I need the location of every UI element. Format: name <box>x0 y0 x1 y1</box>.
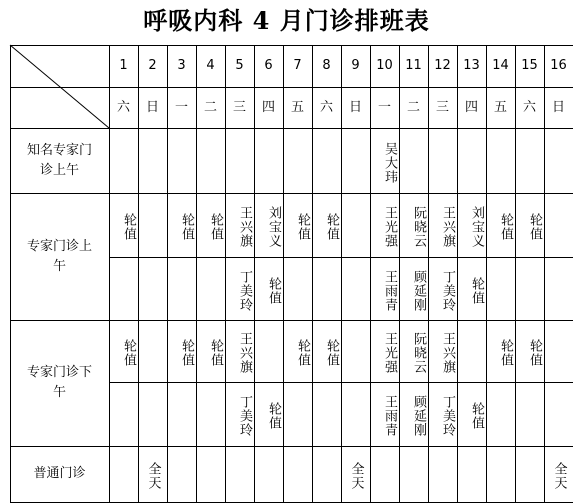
weekday-label: 日 <box>145 99 159 115</box>
schedule-cell <box>428 446 457 502</box>
schedule-cell: 轮值 <box>527 213 542 241</box>
schedule-cell: 丁美玲 <box>237 269 252 312</box>
schedule-cell <box>457 128 486 193</box>
day-number: 6 <box>264 58 273 73</box>
schedule-cell <box>515 446 544 502</box>
row-label-general: 普通门诊 <box>33 466 86 481</box>
schedule-cell: 轮值 <box>266 276 281 305</box>
schedule-cell <box>167 446 196 502</box>
schedule-cell <box>225 128 254 193</box>
schedule-cell: 轮值 <box>295 339 310 367</box>
day-number: 1 <box>119 58 128 73</box>
schedule-cell <box>544 382 573 446</box>
day-number: 4 <box>206 58 215 73</box>
weekday-label: 二 <box>406 99 420 115</box>
schedule-cell <box>196 382 225 446</box>
weekday-label: 一 <box>377 99 391 115</box>
schedule-cell: 轮值 <box>121 213 136 241</box>
day-number: 14 <box>492 58 509 73</box>
schedule-cell: 王兴旗 <box>440 206 455 248</box>
schedule-cell <box>167 382 196 446</box>
schedule-cell <box>254 128 283 193</box>
schedule-cell <box>167 257 196 320</box>
schedule-cell: 王雨青 <box>382 269 397 312</box>
schedule-cell: 轮值 <box>208 213 223 241</box>
schedule-cell <box>196 128 225 193</box>
weekday-label: 三 <box>435 99 449 115</box>
day-number: 5 <box>235 58 244 73</box>
weekday-label: 二 <box>203 99 217 115</box>
schedule-cell <box>138 257 167 320</box>
schedule-cell <box>283 446 312 502</box>
day-number: 7 <box>293 58 302 73</box>
weekday-label: 日 <box>348 99 362 115</box>
schedule-cell <box>283 128 312 193</box>
schedule-cell: 轮值 <box>469 402 484 430</box>
schedule-cell <box>283 382 312 446</box>
schedule-cell: 轮值 <box>469 276 484 305</box>
row-label-expert-pm: 专家门诊下午 <box>26 365 92 400</box>
schedule-cell: 王光强 <box>382 332 397 374</box>
schedule-cell <box>196 257 225 320</box>
weekday-label: 日 <box>551 99 565 115</box>
day-number: 13 <box>463 58 480 73</box>
schedule-cell <box>109 382 138 446</box>
schedule-cell <box>341 257 370 320</box>
schedule-cell: 顾延刚 <box>411 395 426 437</box>
schedule-cell: 王光强 <box>382 206 397 248</box>
schedule-cell: 全天 <box>348 462 364 490</box>
schedule-cell <box>486 128 515 193</box>
schedule-cell <box>225 446 254 502</box>
day-number: 9 <box>351 58 360 73</box>
schedule-cell: 丁美玲 <box>440 269 455 312</box>
schedule-cell <box>399 446 428 502</box>
schedule-cell: 吴大玮 <box>382 141 397 184</box>
schedule-cell <box>457 446 486 502</box>
schedule-cell <box>486 382 515 446</box>
schedule-cell: 轮值 <box>295 213 310 241</box>
weekday-label: 六 <box>116 99 130 115</box>
day-number: 15 <box>521 58 538 73</box>
schedule-cell <box>544 257 573 320</box>
schedule-cell <box>109 128 138 193</box>
weekday-label: 五 <box>290 99 304 115</box>
schedule-cell <box>341 320 370 382</box>
day-number: 3 <box>177 58 186 73</box>
day-number: 12 <box>434 58 451 73</box>
schedule-cell <box>109 446 138 502</box>
schedule-cell: 轮值 <box>266 402 281 430</box>
schedule-cell: 轮值 <box>324 213 339 241</box>
weekday-label: 四 <box>261 99 275 115</box>
schedule-cell <box>486 446 515 502</box>
schedule-cell <box>486 257 515 320</box>
schedule-cell <box>138 382 167 446</box>
schedule-cell <box>109 257 138 320</box>
weekday-label: 三 <box>232 99 246 115</box>
schedule-cell: 丁美玲 <box>440 395 455 437</box>
day-number: 10 <box>376 58 393 73</box>
schedule-cell: 全天 <box>551 462 567 490</box>
day-number: 2 <box>148 58 157 73</box>
schedule-cell: 轮值 <box>179 213 194 241</box>
row-label-famous-expert-am: 知名专家门诊上午 <box>26 142 92 178</box>
schedule-cell: 全天 <box>145 462 161 490</box>
schedule-cell: 刘宝义 <box>266 206 281 248</box>
schedule-cell <box>515 257 544 320</box>
schedule-cell: 轮值 <box>498 339 513 367</box>
schedule-cell <box>544 193 573 257</box>
page-title: 呼吸内科 4 月门诊排班表 <box>143 6 430 35</box>
schedule-cell <box>515 128 544 193</box>
schedule-cell <box>196 446 225 502</box>
schedule-cell: 顾延刚 <box>411 269 426 312</box>
day-number: 8 <box>322 58 331 73</box>
schedule-cell <box>283 257 312 320</box>
schedule-cell: 轮值 <box>324 339 339 367</box>
schedule-cell <box>428 128 457 193</box>
schedule-cell <box>341 382 370 446</box>
schedule-cell <box>544 320 573 382</box>
schedule-cell: 阮晓云 <box>411 332 426 374</box>
schedule-cell <box>138 193 167 257</box>
schedule-cell <box>544 128 573 193</box>
schedule-cell <box>341 128 370 193</box>
schedule-cell: 阮晓云 <box>411 206 426 248</box>
schedule-cell <box>167 128 196 193</box>
schedule-cell <box>312 446 341 502</box>
schedule-cell: 轮值 <box>527 339 542 367</box>
weekday-label: 五 <box>493 99 507 115</box>
schedule-cell: 王雨青 <box>382 395 397 437</box>
schedule-cell: 王兴旗 <box>237 332 252 374</box>
schedule-cell <box>254 320 283 382</box>
weekday-label: 四 <box>464 99 478 115</box>
schedule-cell: 王兴旗 <box>237 206 252 248</box>
schedule-cell <box>312 128 341 193</box>
schedule-cell <box>341 193 370 257</box>
row-label-expert-am: 专家门诊上午 <box>26 238 92 274</box>
schedule-cell <box>254 446 283 502</box>
schedule-cell: 丁美玲 <box>237 395 252 437</box>
schedule-cell <box>138 128 167 193</box>
schedule-cell: 刘宝义 <box>469 206 484 248</box>
schedule-cell: 王兴旗 <box>440 332 455 374</box>
schedule-cell <box>457 320 486 382</box>
schedule-cell <box>370 446 399 502</box>
weekday-label: 一 <box>174 99 188 115</box>
weekday-label: 六 <box>319 99 333 115</box>
schedule-cell <box>312 382 341 446</box>
schedule-cell: 轮值 <box>208 339 223 367</box>
schedule-cell: 轮值 <box>121 339 136 367</box>
day-number: 11 <box>405 58 422 73</box>
schedule-cell <box>312 257 341 320</box>
schedule-cell <box>399 128 428 193</box>
schedule-cell <box>138 320 167 382</box>
schedule-cell: 轮值 <box>498 213 513 241</box>
day-number: 16 <box>550 58 567 73</box>
schedule-cell: 轮值 <box>179 339 194 367</box>
schedule-cell <box>515 382 544 446</box>
weekday-label: 六 <box>522 99 536 115</box>
